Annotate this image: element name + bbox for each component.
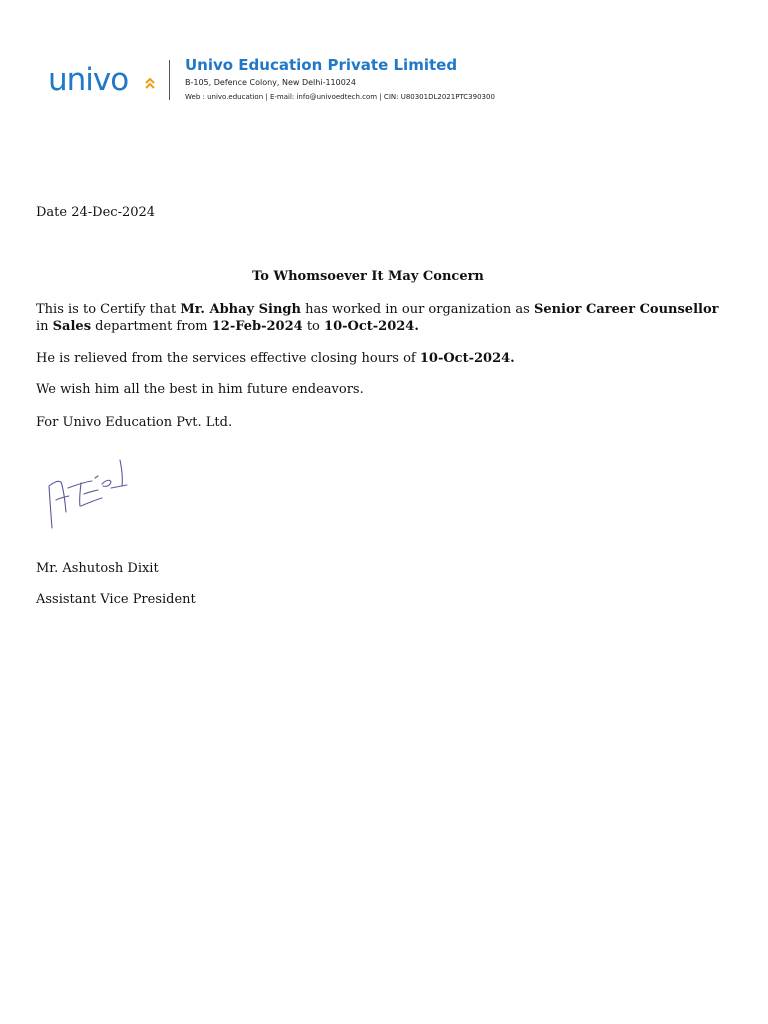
company-address: B-105, Defence Colony, New Delhi-110024 bbox=[185, 78, 356, 87]
certification-paragraph bbox=[36, 301, 718, 335]
company-signoff: For Univo Education Pvt. Ltd. bbox=[36, 415, 233, 430]
para1-text-5: to bbox=[302, 319, 325, 334]
relieving-paragraph bbox=[36, 350, 515, 367]
letter-subject: To Whomsoever It May Concern bbox=[252, 269, 484, 284]
date-label: Date bbox=[36, 205, 68, 220]
signer-title: Assistant Vice President bbox=[36, 592, 196, 607]
logo-wordmark: univo bbox=[48, 64, 129, 96]
end-date: 10-Oct-2024. bbox=[324, 319, 419, 334]
para1-text-3: in bbox=[36, 319, 53, 334]
designation: Senior Career Counsellor bbox=[533, 302, 719, 317]
para1-text-4: department from bbox=[91, 319, 212, 334]
letter-date bbox=[36, 204, 155, 221]
start-date: 12-Feb-2024 bbox=[211, 319, 303, 334]
letterhead-divider bbox=[169, 60, 170, 100]
wishes-paragraph: We wish him all the best in him future endeavors. bbox=[36, 382, 364, 397]
signature bbox=[40, 456, 132, 532]
relieving-date: 10-Oct-2024. bbox=[419, 351, 515, 366]
para1-line-2 bbox=[36, 318, 718, 335]
para2-text: He is relieved from the services effective closing hours of bbox=[36, 351, 420, 366]
letterhead bbox=[48, 56, 728, 104]
univo-logo bbox=[48, 64, 156, 96]
department: Sales bbox=[52, 319, 92, 334]
date-value: 24-Dec-2024 bbox=[71, 205, 156, 220]
handwritten-signature-icon bbox=[40, 456, 132, 532]
para1-text-2: has worked in our organization as bbox=[300, 302, 534, 317]
company-name: Univo Education Private Limited bbox=[185, 56, 458, 74]
signer-name: Mr. Ashutosh Dixit bbox=[36, 561, 159, 576]
univo-logo-icon bbox=[48, 64, 156, 96]
para1-text-1: This is to Certify that bbox=[36, 302, 181, 317]
company-contact: Web : univo.education | E-mail: info@univoedtech.com | CIN: U80301DL2021PTC390300 bbox=[185, 93, 495, 101]
employee-name: Mr. Abhay Singh bbox=[180, 302, 301, 317]
logo-chevron-icon bbox=[146, 79, 154, 88]
